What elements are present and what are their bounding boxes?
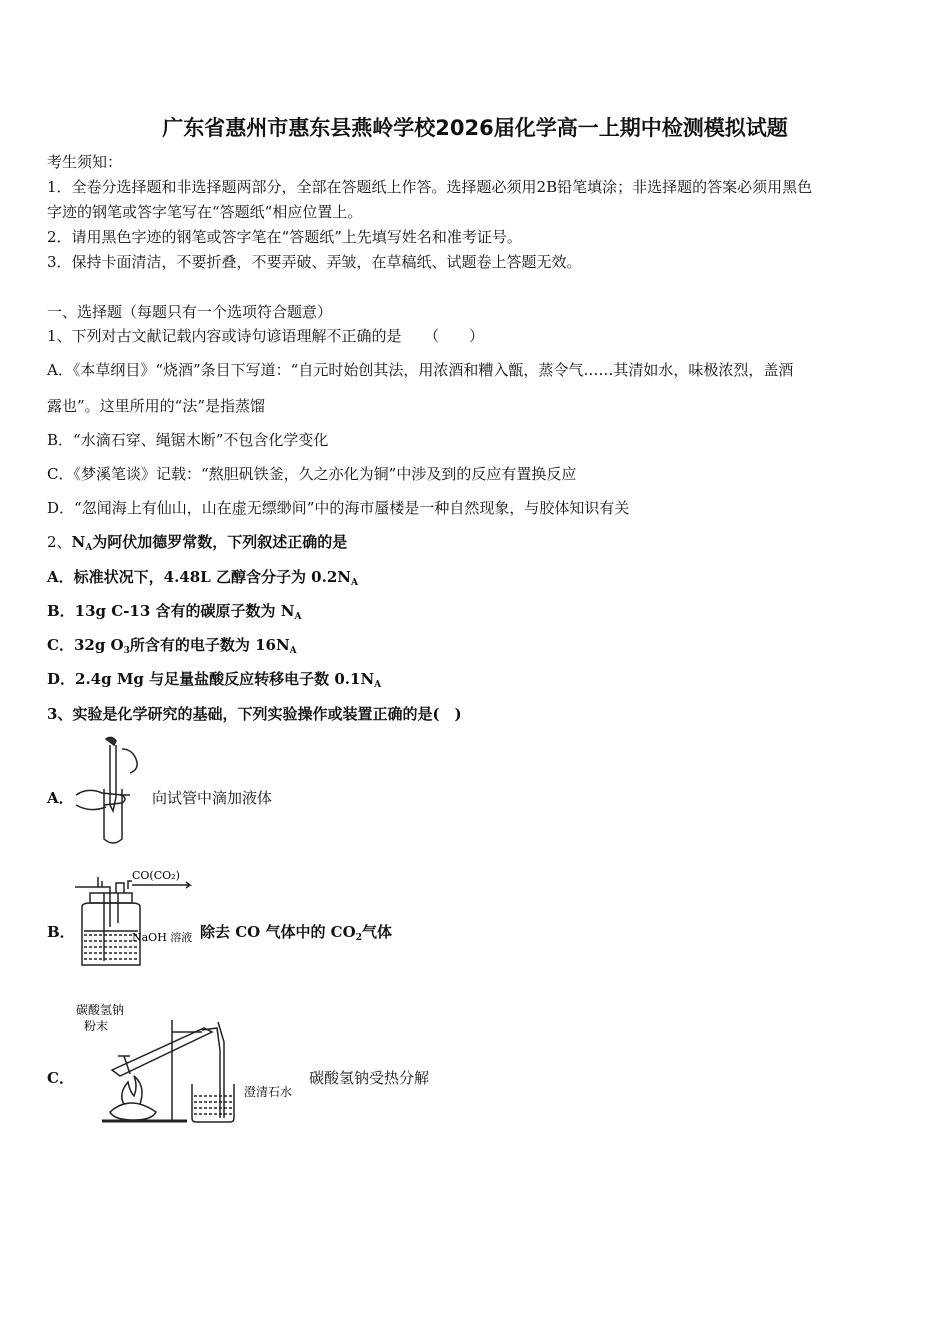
q3-option-c-label: C． [47, 1069, 74, 1087]
q2-stem: 2、$N_A$为阿伏加德罗常数，下列叙述正确的是 [47, 533, 348, 553]
q3-option-b-text: 除去 CO 气体中的 $CO_2$气体 [200, 923, 392, 943]
powder-label-line-1: 碳酸氢钠 [76, 1003, 125, 1017]
q1-option-a-line-2: 露也”。这里所用的“法”是指蒸馏 [47, 397, 266, 415]
q3-option-a-label: A． [47, 789, 74, 807]
powder-label-line-2: 粉末 [84, 1019, 109, 1033]
q1-option-c: C．《梦溪笔谈》记载：“熬胆矾铁釜，久之亦化为铜”中涉及到的反应有置换反应 [47, 465, 577, 483]
q2-option-b: B．13g C-13 含有的碳原子数为 $N_A$ [47, 602, 302, 622]
limewater-label: 澄清石水 [244, 1085, 293, 1099]
q3-option-c-text: 碳酸氢钠受热分解 [309, 1069, 430, 1087]
notice-item-2: 2．请用黑色字迹的钢笔或答字笔在“答题纸”上先填写姓名和准考证号。 [47, 228, 522, 246]
notice-item-3: 3．保持卡面清洁，不要折叠，不要弄破、弄皱，在草稿纸、试题卷上答题无效。 [47, 253, 582, 271]
notice-item-1-line-1: 1．全卷分选择题和非选择题两部分，全部在答题纸上作答。选择题必须用2B铅笔填涂；非选择题的答案必须用黑色 [47, 178, 813, 196]
q2-option-c: C．32g $O_3$所含有的电子数为 $16N_A$ [47, 636, 297, 656]
naoh-solution-label: NaOH 溶液 [132, 931, 193, 944]
q1-option-b: B．“水滴石穿、绳锯木断”不包含化学变化 [47, 431, 329, 449]
q3-option-b-label: B． [47, 923, 75, 941]
q2-option-a: A．标准状况下，4.48L 乙醇含分子为 $0.2N_A$ [47, 568, 358, 588]
dropper-test-tube-figure [72, 735, 152, 847]
q1-stem: 1、下列对古文献记载内容或诗句谚语理解不正确的是 （ ） [47, 327, 485, 345]
gas-washing-bottle-figure [70, 865, 200, 973]
notice-item-1-line-2: 字迹的钢笔或答字笔写在“答题纸”相应位置上。 [47, 203, 363, 221]
q1-option-d: D．“忽闻海上有仙山，山在虚无缥缈间”中的海市蜃楼是一种自然现象，与胶体知识有关 [47, 499, 630, 517]
gas-label: CO(CO₂) [132, 869, 180, 882]
q3-stem: 3、实验是化学研究的基础，下列实验操作或装置正确的是( ) [47, 705, 462, 723]
notice-heading: 考生须知： [47, 153, 123, 171]
q1-option-a-line-1: A．《本草纲目》“烧酒”条目下写道：“自元时始创其法，用浓酒和糟入甑，蒸令气……其清如水，味极浓烈，盖酒 [47, 361, 794, 379]
q2-option-d: D．2.4g Mg 与足量盐酸反应转移电子数 $0.1N_A$ [47, 670, 382, 690]
section-heading: 一、选择题（每题只有一个选项符合题意） [47, 303, 333, 321]
heating-apparatus-figure [72, 1000, 312, 1128]
page-title: 广东省惠州市惠东县燕岭学校2026届化学高一上期中检测模拟试题 [162, 116, 788, 140]
q3-option-a-text: 向试管中滴加液体 [152, 789, 273, 807]
